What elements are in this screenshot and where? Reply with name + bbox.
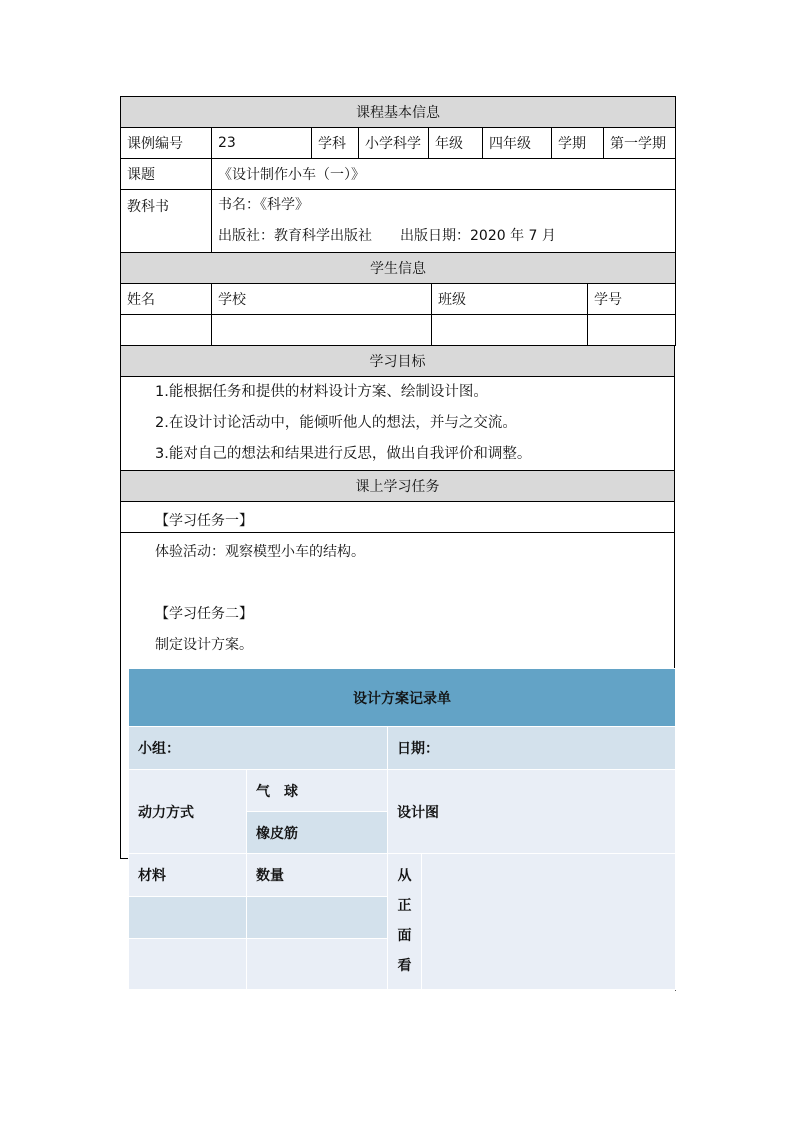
material-label: 材料	[129, 854, 247, 897]
goal-item: 1.能根据任务和提供的材料设计方案、绘制设计图。	[155, 384, 488, 400]
topic-value: 《设计制作小车（一）》	[212, 159, 676, 190]
goals-list	[121, 377, 675, 471]
date-field[interactable]: 日期：	[388, 727, 676, 770]
sheet-title: 设计方案记录单	[129, 669, 676, 727]
grade-label: 年级	[429, 128, 483, 159]
course-section-title: 课程基本信息	[121, 97, 676, 128]
front-view-drawing-area[interactable]	[422, 854, 676, 990]
textbook-info	[212, 190, 676, 253]
goals-section-title: 学习目标	[121, 346, 675, 377]
material-cell[interactable]	[129, 939, 247, 990]
case-no-label: 课例编号	[121, 128, 212, 159]
book-name: 书名：《科学》	[218, 197, 309, 213]
goal-item: 3.能对自己的想法和结果进行反思，做出自我评价和调整。	[155, 446, 532, 462]
school-field[interactable]	[212, 315, 432, 346]
subject-value: 小学科学	[359, 128, 429, 159]
task2-text: 制定设计方案。	[155, 637, 253, 653]
quantity-cell[interactable]	[247, 897, 388, 939]
power-option-rubber-band[interactable]: 橡皮筋	[247, 812, 388, 854]
front-view-char: 看	[397, 957, 412, 973]
goal-item: 2.在设计讨论活动中，能倾听他人的想法，并与之交流。	[155, 415, 517, 431]
tasks-section-title: 课上学习任务	[121, 471, 675, 502]
material-cell[interactable]	[129, 897, 247, 939]
record-sheet-table	[128, 668, 676, 990]
term-value: 第一学期	[604, 128, 676, 159]
id-field[interactable]	[588, 315, 676, 346]
task1-text: 体验活动：观察模型小车的结构。	[155, 544, 365, 560]
topic-label: 课题	[121, 159, 212, 190]
power-option-balloon[interactable]: 气 球	[247, 770, 388, 812]
case-no-value: 23	[212, 128, 312, 159]
design-label: 设计图	[388, 770, 676, 854]
design-record-sheet	[128, 668, 676, 991]
textbook-label: 教科书	[121, 190, 212, 253]
quantity-label: 数量	[247, 854, 388, 897]
power-label: 动力方式	[129, 770, 247, 854]
publisher-line: 出版社：教育科学出版社 出版日期：2020 年 7 月	[218, 228, 556, 244]
grade-value: 四年级	[483, 128, 552, 159]
front-view-char: 从	[397, 867, 412, 883]
class-field[interactable]	[432, 315, 588, 346]
task1-title: 【学习任务一】	[155, 513, 253, 529]
student-info-table	[120, 283, 676, 346]
term-label: 学期	[552, 128, 604, 159]
tasks-content	[121, 502, 675, 653]
subject-label: 学科	[312, 128, 359, 159]
course-info-table	[120, 96, 676, 284]
task2-title: 【学习任务二】	[155, 606, 253, 622]
front-view-char: 正	[397, 897, 412, 913]
id-label: 学号	[588, 284, 676, 315]
group-field[interactable]: 小组：	[129, 727, 388, 770]
school-label: 学校	[212, 284, 432, 315]
front-view-char: 面	[397, 927, 412, 943]
class-label: 班级	[432, 284, 588, 315]
name-field[interactable]	[121, 315, 212, 346]
name-label: 姓名	[121, 284, 212, 315]
quantity-cell[interactable]	[247, 939, 388, 990]
front-view-label	[388, 854, 422, 990]
student-section-title: 学生信息	[121, 253, 676, 284]
